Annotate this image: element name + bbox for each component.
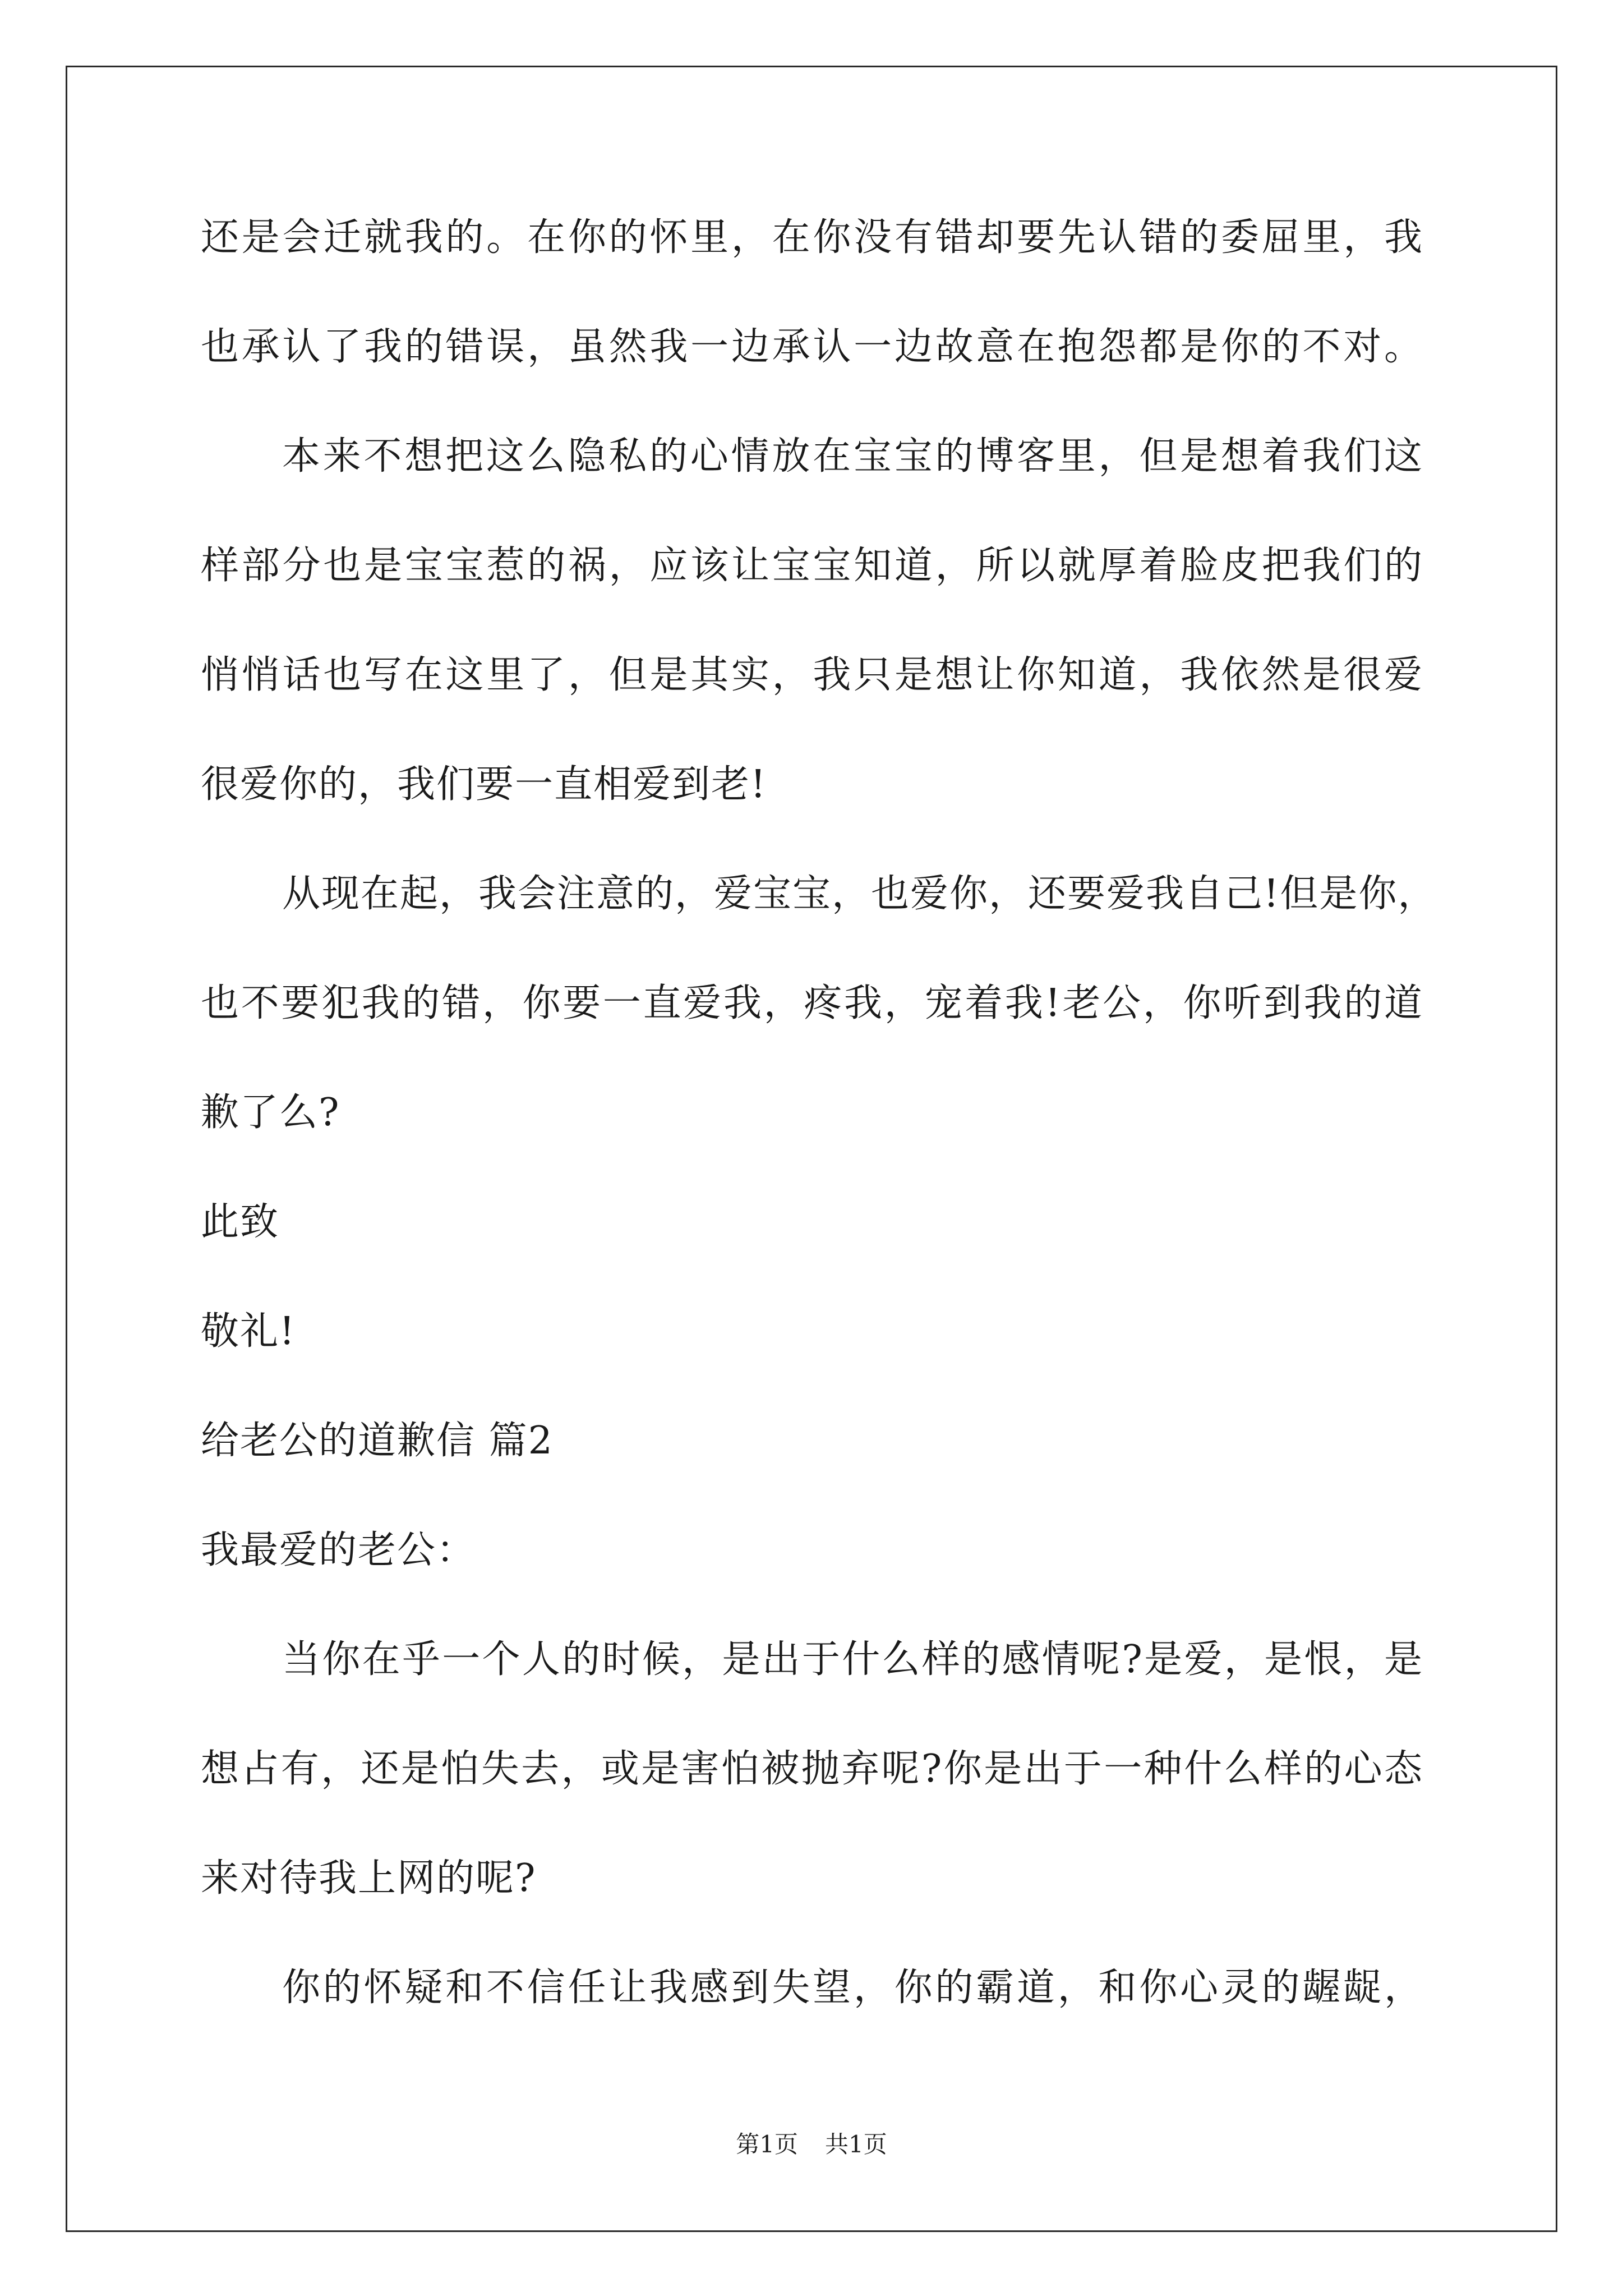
text-line-9: 歉了么? — [201, 1091, 340, 1135]
section-title: 给老公的道歉信 篇2 — [201, 1419, 554, 1463]
text-line-5: 悄悄话也写在这里了，但是其实，我只是想让你知道，我依然是很爱 — [201, 653, 1423, 697]
text-line-15: 想占有，还是怕失去，或是害怕被抛弃呢?你是出于一种什么样的心态 — [201, 1747, 1423, 1791]
text-line-17: 你的怀疑和不信任让我感到失望，你的霸道，和你心灵的龌龊， — [282, 1966, 1423, 2010]
text-line-2: 也承认了我的错误，虽然我一边承认一边故意在抱怨都是你的不对。 — [201, 325, 1423, 369]
page-border — [66, 66, 1557, 2232]
text-line-3: 本来不想把这么隐私的心情放在宝宝的博客里，但是想着我们这 — [282, 434, 1423, 478]
text-line-7: 从现在起，我会注意的，爱宝宝，也爱你，还要爱我自己!但是你， — [282, 872, 1437, 916]
page-total: 共1页 — [825, 2131, 887, 2158]
text-line-8: 也不要犯我的错，你要一直爱我，疼我，宠着我!老公，你听到我的道 — [201, 981, 1423, 1025]
text-line-16: 来对待我上网的呢? — [201, 1856, 537, 1901]
closing-regards: 敬礼! — [201, 1309, 296, 1354]
closing-salutation: 此致 — [201, 1200, 280, 1244]
text-line-14: 当你在乎一个人的时候，是出于什么样的感情呢?是爱，是恨，是 — [282, 1637, 1423, 1682]
text-line-4: 样部分也是宝宝惹的祸，应该让宝宝知道，所以就厚着脸皮把我们的 — [201, 544, 1423, 588]
page-number: 第1页 — [736, 2131, 798, 2158]
text-line-1: 还是会迁就我的。在你的怀里，在你没有错却要先认错的委屈里，我 — [201, 215, 1423, 260]
page-footer — [0, 2133, 1623, 2156]
text-line-6: 很爱你的，我们要一直相爱到老! — [201, 762, 767, 807]
greeting: 我最爱的老公： — [201, 1528, 476, 1572]
